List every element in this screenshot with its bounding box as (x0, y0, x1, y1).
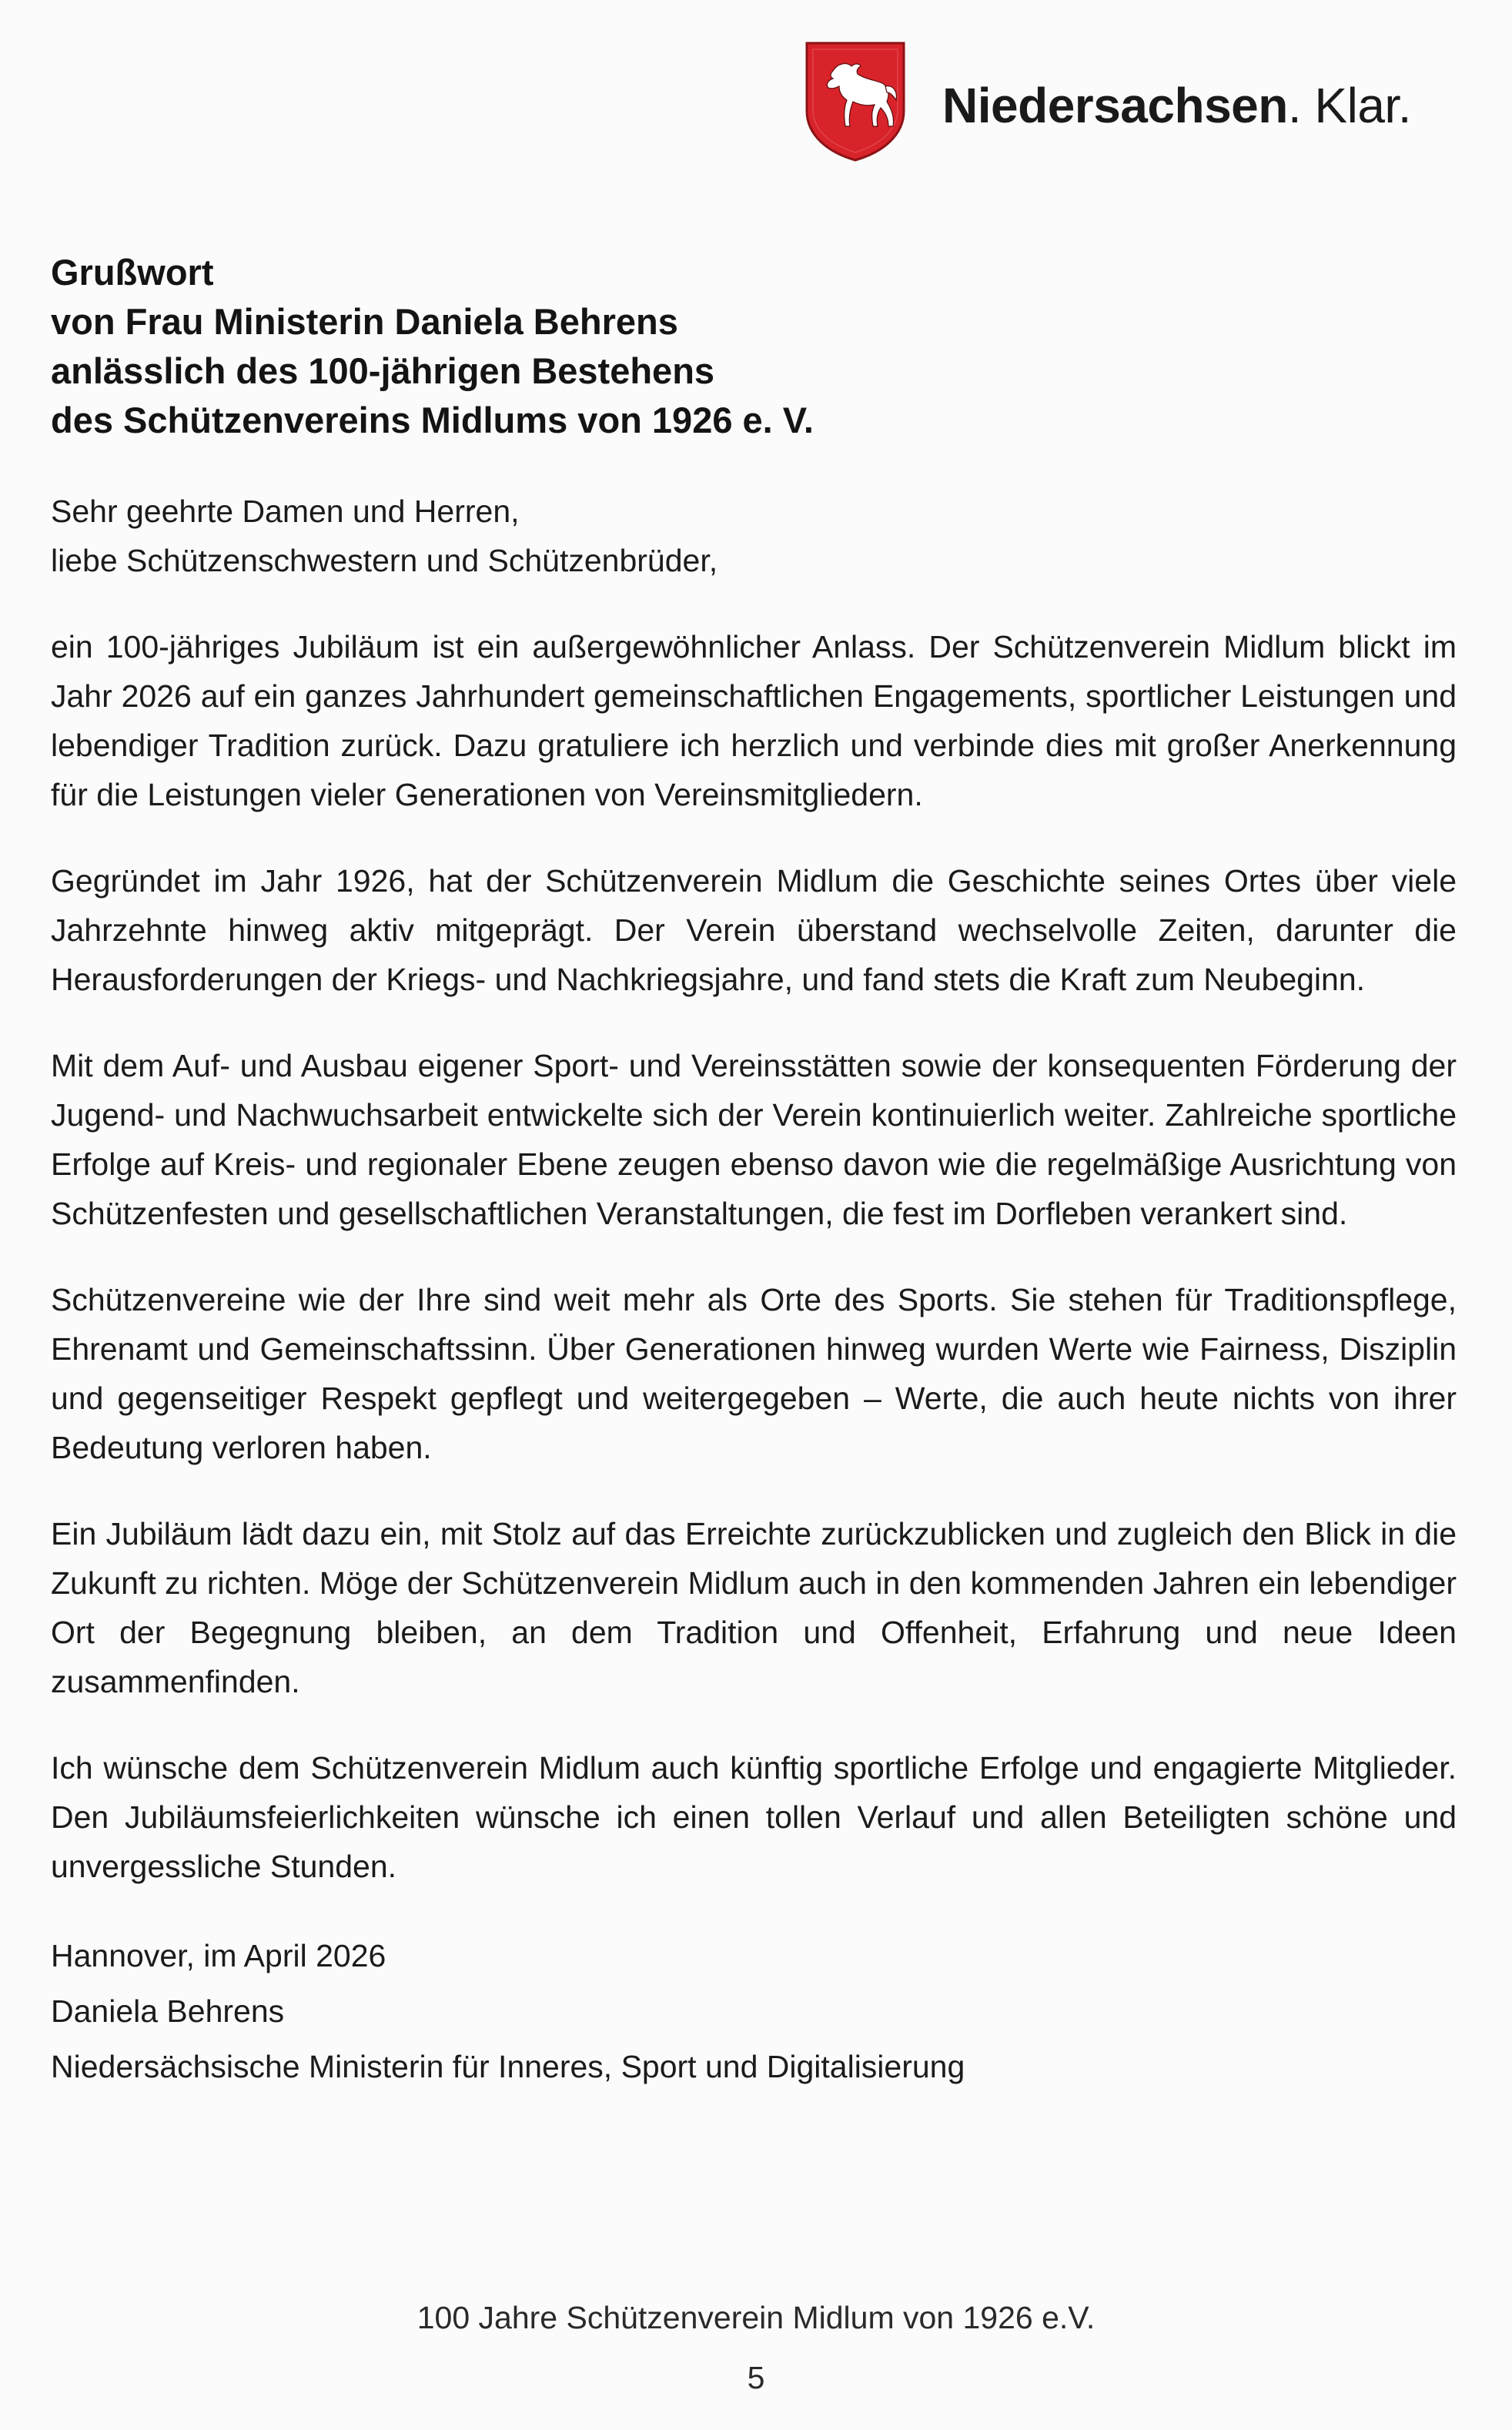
title-line: von Frau Ministerin Daniela Behrens (51, 301, 678, 342)
letter-title (51, 248, 1457, 445)
place-date: Hannover, im April 2026 (51, 1938, 386, 1973)
salutation-line: Sehr geehrte Damen und Herren, (51, 494, 520, 529)
title-line: des Schützenvereins Midlums von 1926 e. V. (51, 400, 814, 440)
page-footer: 100 Jahre Schützenverein Midlum von 1926 e.V. (416, 2300, 1096, 2335)
paragraph-congratulation: ein 100-jähriges Jubiläum ist ein außergewöhnlicher Anlass. Der Schützenverein Midlum blickt im Jahr 2026 auf ein ganzes Jahrhundert gemeinschaftlichen Engagements, sportlicher Leistungen und lebendiger Tradition zurück. Dazu gratuliere ich herzlich und verbinde dies mit großer Anerkennung für die Leistungen vieler Generationen von Vereinsmitgliedern. (51, 629, 1457, 812)
wordmark-light: . Klar. (1287, 78, 1411, 133)
lower-saxony-horse-shield-icon (802, 40, 908, 163)
page-number: 5 (747, 2360, 765, 2395)
niedersachsen-logo (802, 40, 1411, 163)
paragraph-wishes: Ich wünsche dem Schützenverein Midlum auch künftig sportliche Erfolge und engagierte Mitglieder. Den Jubiläumsfeierlichkeiten wünsche ich einen tollen Verlauf und allen Beteiligten schöne und unvergessliche Stunden. (51, 1750, 1457, 1884)
paragraph-future: Ein Jubiläum lädt dazu ein, mit Stolz auf das Erreichte zurückzublicken und zugleich den Blick in die Zukunft zu richten. Möge der Schützenverein Midlum auch in den kommenden Jahren ein lebendiger Ort der Begegnung bleiben, an dem Tradition und Offenheit, Erfahrung und neue Ideen zusammenfinden. (51, 1516, 1457, 1699)
salutation-line: liebe Schützenschwestern und Schützenbrüder, (51, 543, 718, 578)
title-line: anlässlich des 100-jährigen Bestehens (51, 350, 715, 391)
letter-body (51, 248, 1457, 2094)
paragraph-history: Gegründet im Jahr 1926, hat der Schützenverein Midlum die Geschichte seines Ortes über viele Jahrzehnte hinweg aktiv mitgeprägt. Der Verein überstand wechselvolle Zeiten, darunter die Herausforderungen der Kriegs- und Nachkriegsjahre, und fand stets die Kraft zum Neubeginn. (51, 863, 1457, 997)
paragraph-values: Schützenvereine wie der Ihre sind weit mehr als Orte des Sports. Sie stehen für Traditionspflege, Ehrenamt und Gemeinschaftssinn. Über Generationen hinweg wurden Werte wie Fairness, Disziplin und gegenseitiger Respekt gepflegt und weitergegeben – Werte, die auch heute nichts von ihrer Bedeutung verloren haben. (51, 1282, 1457, 1465)
title-line: Grußwort (51, 252, 214, 293)
signatory-position: Niedersächsische Ministerin für Inneres, Sport und Digitalisierung (51, 2049, 965, 2084)
signatory-name: Daniela Behrens (51, 1993, 285, 2029)
wordmark-bold: Niedersachsen (942, 78, 1288, 133)
closing-block (51, 1928, 1457, 2094)
paragraph-development: Mit dem Auf- und Ausbau eigener Sport- und Vereinsstätten sowie der konsequenten Förderung der Jugend- und Nachwuchsarbeit entwickelte sich der Verein kontinuierlich weiter. Zahlreiche sportliche Erfolge auf Kreis- und regionaler Ebene zeugen ebenso davon wie die regelmäßige Ausrichtung von Schützenfesten und gesellschaftlichen Veranstaltungen, die fest im Dorfleben verankert sind. (51, 1048, 1457, 1231)
niedersachsen-wordmark (942, 77, 1411, 134)
salutation (51, 487, 1457, 585)
